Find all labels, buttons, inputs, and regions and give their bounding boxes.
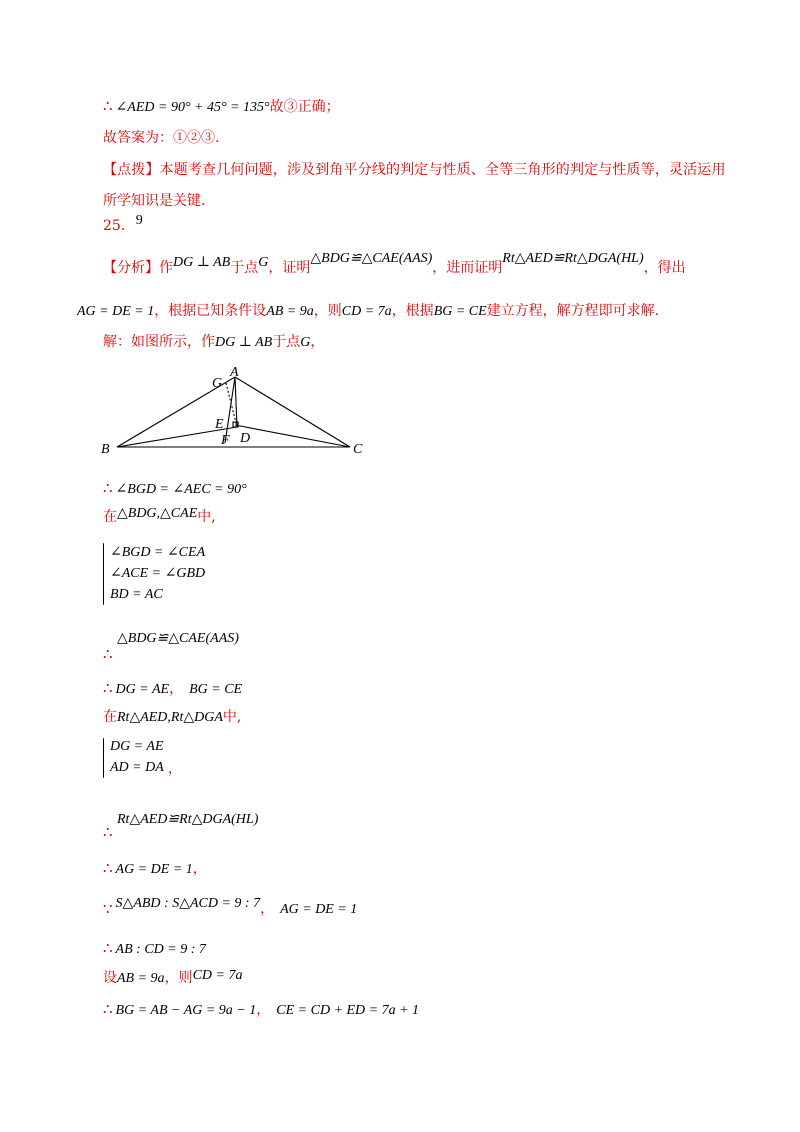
therefore-symbol: ∴ [103,645,113,663]
formula: BG = AB − AG = 9a − 1 [115,1003,257,1018]
equation: ∠ACE = ∠GBD [110,566,206,581]
formula: △BDG,△CAE [117,506,198,521]
therefore-symbol: ∴ [103,939,113,957]
formula: AB = 9a [266,304,314,319]
therefore-symbol: ∴ [103,479,113,497]
step-10 [103,968,242,989]
text: 在 [103,509,117,525]
step-4 [103,678,242,700]
step-8 [103,892,358,918]
text: ，根据已知条件设 [154,303,267,319]
question-number-line [103,213,143,237]
equation: ∠BGD = ∠CEA [110,545,206,560]
formula: S△ABD : S△ACD = 9 : 7 [115,896,261,911]
geometry-figure [95,365,375,465]
step-1 [103,478,247,500]
text: ，根据 [391,303,434,319]
analysis-line-2 [77,301,659,322]
formula: △BDG≌△CAE(AAS) [117,631,239,646]
step-7 [103,858,207,880]
step-3-symbol [103,644,116,665]
equation-system-2 [110,736,164,778]
label-c: C [353,442,363,457]
therefore-symbol: ∴ [103,823,113,841]
formula: ∠BGD = ∠AEC = 90° [115,482,247,497]
system-brace-1 [103,543,104,605]
label-e: E [215,417,224,432]
therefore-symbol: ∴ [103,859,113,877]
text: 在 [103,709,117,725]
text: ， [192,861,207,877]
text: ， [169,681,184,697]
formula: Rt△AED,Rt△DGA [117,710,223,725]
text: 于点 [230,260,259,276]
text: 设 [103,970,117,986]
step-5 [103,707,241,728]
label-d: D [240,431,251,446]
formula: DG ⊥ AB [173,255,231,270]
formula: Rt△AED≌Rt△DGA(HL) [502,251,644,266]
analysis-label: 【分析】作 [103,260,173,276]
formula: AG = DE = 1 [77,304,155,319]
formula: CD = 7a [192,968,243,983]
formula: G [258,255,269,270]
equation: AD = DA [110,760,164,775]
remark-line-2: 所学知识是关键. [103,193,206,209]
formula: ∠AED = 90° + 45° = 135° [115,100,270,115]
formula: AG = DE = 1 [280,902,358,917]
therefore-symbol: ∴ [103,97,113,115]
equation: DG = AE [110,739,164,754]
answer-line: 故答案为：①②③. [103,130,220,146]
equation-system-1 [110,542,205,605]
text: 故③正确； [269,99,340,115]
system-2-tail: ， [168,761,182,777]
formula: Rt△AED≌Rt△DGA(HL) [117,812,259,827]
step-2 [103,507,216,528]
formula: CD = 7a [341,304,392,319]
text: ，则 [164,970,193,986]
question-answer: 9 [135,213,143,228]
text: 中, [197,509,216,525]
step-9 [103,938,206,960]
formula: CE = CD + ED = 7a + 1 [276,1003,420,1018]
analysis-line [103,251,686,279]
remark-line-1: 【点拨】本题考查几何问题，涉及到角平分线的判定与性质、全等三角形的判定与性质等，灵活运用 [103,162,726,178]
line-angle-aed [103,96,340,118]
formula: AB : CD = 9 : 7 [115,942,206,957]
step-11 [103,999,419,1021]
text: ， [256,1002,271,1018]
formula: DG ⊥ AB [215,335,273,350]
formula: G [300,335,311,350]
formula: BG = CE [433,304,487,319]
equation: BD = AC [110,587,163,602]
formula: AB = 9a [117,971,165,986]
step-6 [103,809,258,830]
text: ，证明 [268,260,311,276]
therefore-symbol: ∴ [103,679,113,697]
label-g: G [212,376,223,391]
text: 于点 [272,334,301,350]
formula: DG = AE [115,682,170,697]
therefore-symbol: ∴ [103,1000,113,1018]
text: ， [310,334,325,350]
text: ，则 [313,303,342,319]
label-f: F [221,433,230,448]
formula: BG = CE [189,682,243,697]
text: 中, [222,709,242,725]
step-6-symbol [103,822,116,843]
text: 建立方程，解方程即可求解. [486,303,660,319]
because-symbol: ∵ [103,900,113,918]
step-3 [103,628,239,649]
label-a: A [230,365,239,380]
formula: AG = DE = 1 [115,862,193,877]
solution-intro [103,332,324,353]
text: ，进而证明 [432,260,503,276]
label-b: B [101,442,110,457]
question-number: 25. [103,218,126,234]
text: ，得出 [643,260,686,276]
system-brace-2 [103,738,104,778]
text: 解：如图所示，作 [103,334,215,350]
formula: △BDG≌△CAE(AAS) [310,251,433,266]
text: ， [260,901,275,917]
